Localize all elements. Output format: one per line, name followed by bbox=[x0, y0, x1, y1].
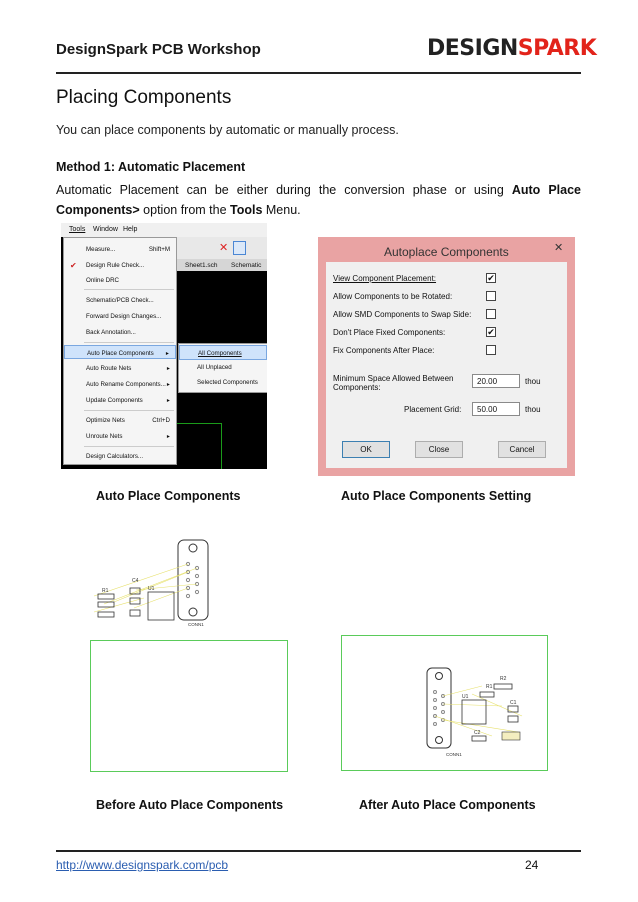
menu-item-drc[interactable]: ✔ Design Rule Check... bbox=[70, 261, 145, 270]
connector-pins bbox=[186, 562, 198, 597]
label-u1: U1 bbox=[462, 694, 469, 700]
menu-item-measure[interactable]: Measure... Shift+M bbox=[86, 246, 170, 253]
placed-board-outline bbox=[341, 635, 548, 771]
ok-button[interactable]: OK bbox=[342, 441, 390, 458]
menu-item-auto-rename[interactable]: Auto Rename Components... ▸ bbox=[86, 381, 170, 388]
checkbox-swap-side[interactable] bbox=[486, 309, 496, 319]
label-c2: C2 bbox=[474, 730, 481, 736]
menu-item-optimize-nets[interactable]: Optimize Nets Ctrl+D bbox=[86, 417, 170, 424]
option-allow-rotate: Allow Components to be Rotated: bbox=[333, 292, 453, 301]
label-u1: U1 bbox=[148, 586, 155, 592]
page-number: 24 bbox=[525, 858, 539, 872]
pcb-components-cluster bbox=[84, 538, 254, 630]
grid-unit: thou bbox=[525, 405, 541, 414]
mount-hole bbox=[436, 673, 443, 680]
dialog-body bbox=[326, 262, 567, 468]
submenu-item-selected-components[interactable]: Selected Components bbox=[197, 379, 258, 386]
section-title: Placing Components bbox=[56, 87, 232, 108]
placed-components bbox=[342, 636, 547, 770]
menu-item-update-components[interactable]: Update Components ▸ bbox=[86, 397, 170, 404]
empty-board-outline bbox=[90, 640, 288, 772]
checkbox-dont-place-fixed[interactable]: ✔ bbox=[487, 327, 495, 337]
label-r1: R1 bbox=[102, 588, 109, 594]
footer-divider bbox=[56, 850, 581, 852]
menu-item-design-calculators[interactable]: Design Calculators... bbox=[86, 453, 144, 460]
ratsnest-lines bbox=[94, 564, 197, 612]
menu-item-unroute-nets[interactable]: Unroute Nets ▸ bbox=[86, 433, 170, 440]
min-space-unit: thou bbox=[525, 377, 541, 386]
pointer-icon bbox=[233, 241, 246, 255]
min-space-label: Minimum Space Allowed Between Components: bbox=[333, 374, 454, 392]
menu-item-auto-route[interactable]: Auto Route Nets ▸ bbox=[86, 365, 170, 372]
option-fix-after-place: Fix Components After Place: bbox=[333, 346, 435, 355]
mount-hole bbox=[436, 737, 443, 744]
submenu-item-all-unplaced[interactable]: All Unplaced bbox=[197, 364, 232, 371]
dialog-title: Autoplace Components bbox=[384, 245, 509, 259]
checkbox-view-placement[interactable]: ✔ bbox=[487, 273, 495, 283]
menu-tools[interactable]: Tools bbox=[69, 226, 86, 233]
menu-item-forward-design[interactable]: Forward Design Changes... bbox=[86, 313, 162, 320]
tools-menu-screenshot bbox=[61, 223, 267, 469]
header-divider bbox=[56, 72, 581, 74]
tab-schematic[interactable]: Schematic bbox=[231, 262, 262, 269]
tools-menu bbox=[63, 237, 177, 465]
autoplace-dialog bbox=[318, 237, 575, 476]
check-icon: ✔ bbox=[70, 261, 77, 270]
intro-text: You can place components by automatic or manually process. bbox=[56, 123, 399, 137]
grid-input[interactable]: 50.00 bbox=[472, 402, 520, 416]
method1-heading: Method 1: Automatic Placement bbox=[56, 160, 246, 174]
menu-separator bbox=[84, 342, 174, 343]
menu-item-online-drc[interactable]: Online DRC bbox=[86, 277, 120, 284]
menubar bbox=[61, 223, 267, 237]
connector-pins bbox=[434, 691, 445, 726]
method1-paragraph: Automatic Placement can be either during the conversion phase or using Auto Place Components> option from the Tools Menu. bbox=[56, 183, 581, 217]
label-r2: R2 bbox=[500, 676, 507, 682]
label-c4: C4 bbox=[132, 578, 139, 584]
footer-link[interactable]: http://www.designspark.com/pcb bbox=[56, 858, 229, 872]
caption-auto-place-setting: Auto Place Components Setting bbox=[341, 489, 532, 503]
ratsnest-lines bbox=[435, 686, 522, 736]
menu-item-schematic-pcb-check[interactable]: Schematic/PCB Check... bbox=[86, 297, 154, 304]
option-view-placement: View Component Placement: bbox=[333, 274, 437, 283]
submenu-item-all-components[interactable]: All Components bbox=[179, 345, 267, 360]
checkbox-allow-rotate[interactable] bbox=[486, 291, 496, 301]
green-trace bbox=[221, 423, 222, 469]
header-title: DesignSpark PCB Workshop bbox=[56, 41, 261, 58]
menu-separator bbox=[84, 410, 174, 411]
document-tabs bbox=[173, 259, 267, 271]
green-trace bbox=[171, 423, 221, 424]
menu-item-back-annotation[interactable]: Back Annotation... bbox=[86, 329, 136, 336]
close-button[interactable]: Close bbox=[415, 441, 463, 458]
min-space-input[interactable]: 20.00 bbox=[472, 374, 520, 388]
menu-separator bbox=[84, 289, 174, 290]
resistor-r2-highlight bbox=[502, 732, 520, 740]
close-icon: ✕ bbox=[219, 242, 229, 254]
caption-auto-place: Auto Place Components bbox=[96, 489, 241, 503]
checkbox-fix-after-place[interactable] bbox=[486, 345, 496, 355]
mount-hole bbox=[189, 608, 197, 616]
label-conn1: CONN1 bbox=[446, 752, 462, 757]
menu-item-auto-place[interactable]: Auto Place Components ▸ bbox=[64, 345, 176, 359]
label-c1: C1 bbox=[510, 700, 517, 706]
grid-label: Placement Grid: bbox=[404, 405, 462, 414]
designspark-logo: DESIGNSPARK bbox=[427, 36, 597, 61]
label-conn1: CONN1 bbox=[188, 622, 204, 627]
cancel-button[interactable]: Cancel bbox=[498, 441, 546, 458]
menu-help[interactable]: Help bbox=[123, 226, 138, 233]
caption-after: After Auto Place Components bbox=[359, 798, 536, 812]
auto-place-submenu bbox=[178, 343, 267, 393]
caption-before: Before Auto Place Components bbox=[96, 798, 284, 812]
menu-separator bbox=[84, 446, 174, 447]
tab-sheet1[interactable]: Sheet1.sch bbox=[185, 262, 218, 269]
close-icon[interactable]: ✕ bbox=[554, 242, 564, 254]
mount-hole bbox=[189, 544, 197, 552]
menu-window[interactable]: Window bbox=[93, 226, 118, 233]
label-r1: R1 bbox=[486, 684, 493, 690]
option-dont-place-fixed: Don't Place Fixed Components: bbox=[333, 328, 446, 337]
toolbar bbox=[173, 237, 267, 259]
option-swap-side: Allow SMD Components to Swap Side: bbox=[333, 310, 472, 319]
